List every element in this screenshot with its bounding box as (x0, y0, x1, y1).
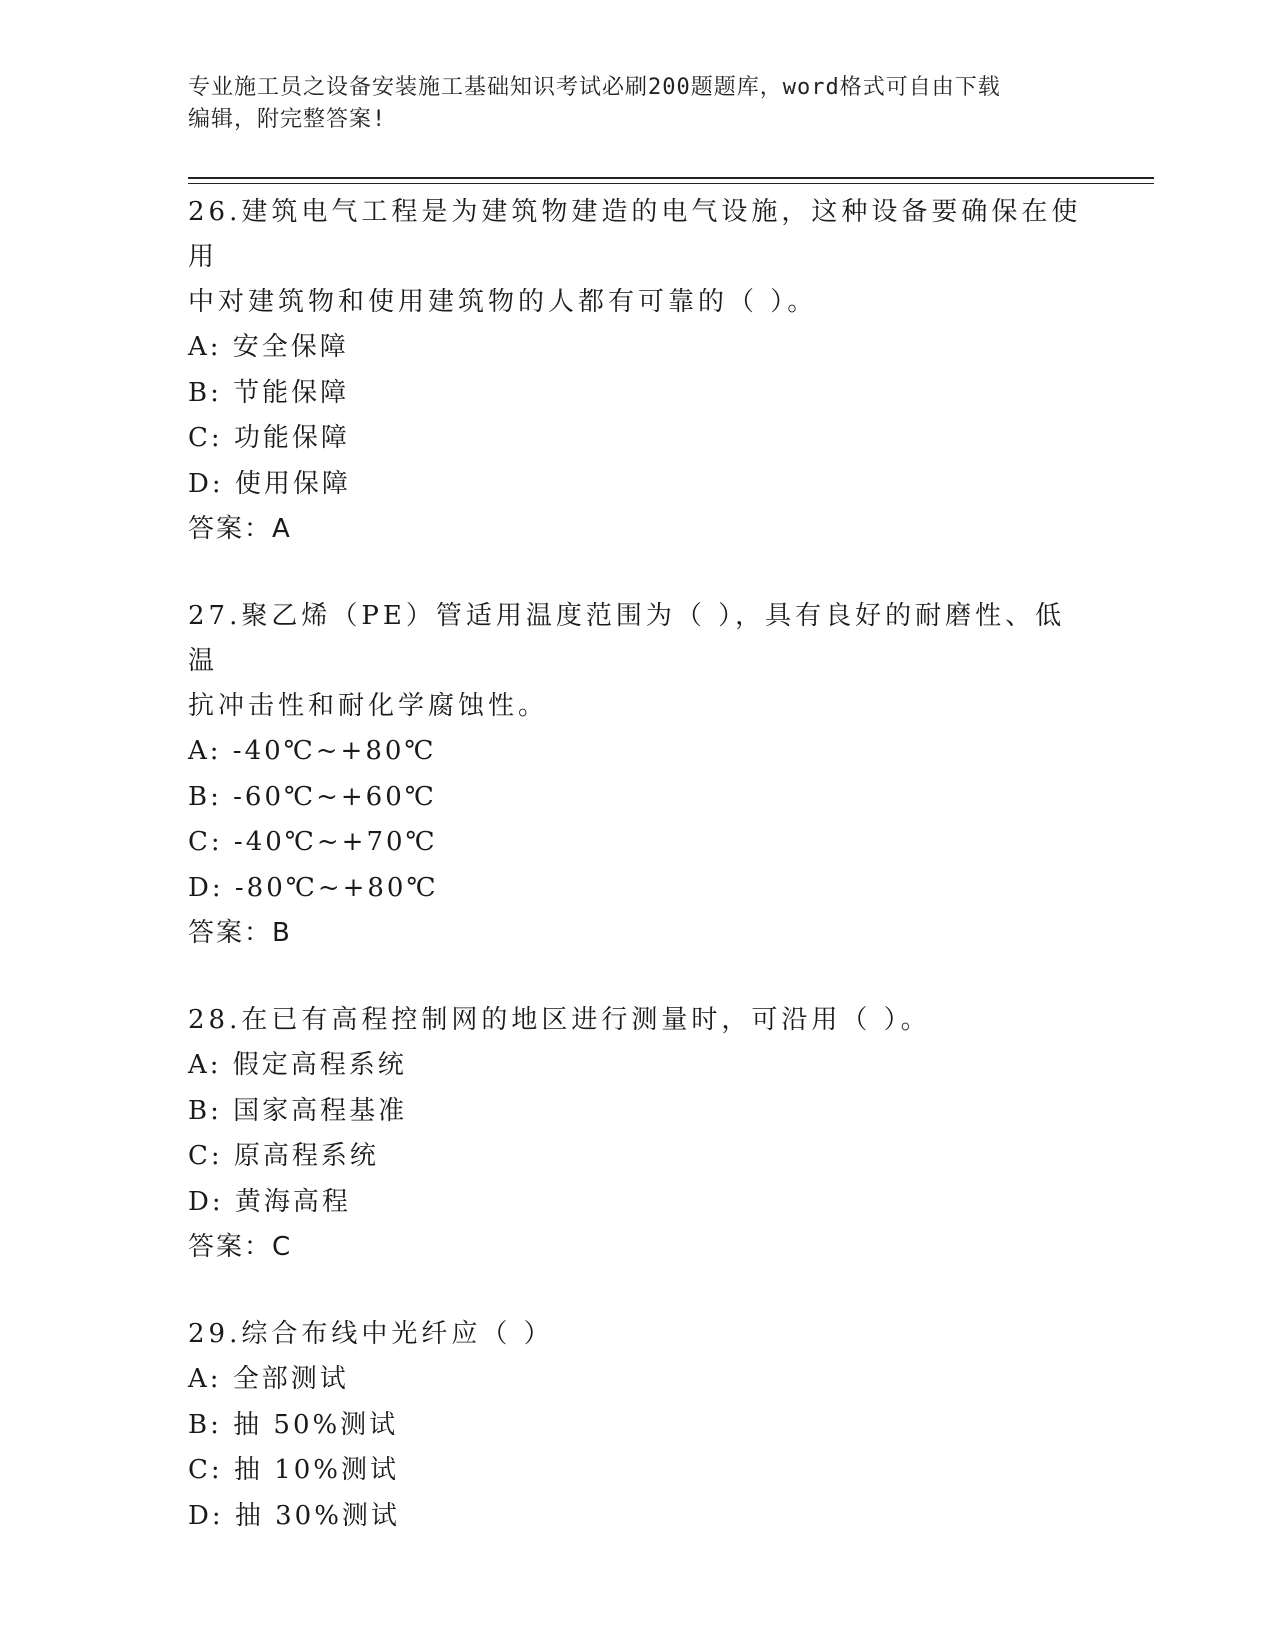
option-d: D: 使用保障 (188, 468, 351, 499)
question-stem: 26.建筑电气工程是为建筑物建造的电气设施，这种设备要确保在使用 (188, 197, 1082, 272)
option-b: B: -60℃~+60℃ (188, 781, 437, 812)
option-a: A: -40℃~+80℃ (188, 736, 437, 766)
header-line-2: 编辑，附完整答案! (188, 107, 387, 132)
header-line-1: 专业施工员之设备安装施工基础知识考试必刷200题题库，word格式可自由下载 (188, 75, 1001, 100)
question-stem: 29.综合布线中光纤应（ ） (188, 1319, 554, 1349)
option-c: C: -40℃~+70℃ (188, 827, 438, 857)
document-header (188, 72, 1088, 136)
option-a: A: 假定高程系统 (188, 1050, 407, 1080)
answer-line: 答案：A (188, 514, 292, 544)
option-c: C: 功能保障 (188, 423, 350, 453)
question-27 (188, 594, 1088, 956)
option-d: D: 抽 30%测试 (188, 1500, 400, 1531)
option-c: C: 抽 10%测试 (188, 1455, 399, 1485)
header-divider-thick (188, 177, 1154, 179)
question-stem: 抗冲击性和耐化学腐蚀性。 (188, 691, 549, 721)
option-b: B: 抽 50%测试 (188, 1409, 399, 1440)
question-28 (188, 998, 1088, 1270)
option-c: C: 原高程系统 (188, 1141, 379, 1171)
option-b: B: 节能保障 (188, 377, 350, 408)
question-stem: 28.在已有高程控制网的地区进行测量时，可沿用（ ）。 (188, 1005, 931, 1035)
option-a: A: 全部测试 (188, 1364, 349, 1394)
option-d: D: 黄海高程 (188, 1186, 351, 1217)
option-d: D: -80℃~+80℃ (188, 872, 439, 903)
question-list (188, 190, 1088, 1539)
question-29 (188, 1312, 1088, 1539)
option-b: B: 国家高程基准 (188, 1095, 408, 1126)
answer-line: 答案：B (188, 918, 292, 948)
option-a: A: 安全保障 (188, 332, 349, 362)
question-stem: 27.聚乙烯（PE）管适用温度范围为（ ），具有良好的耐磨性、低温 (188, 601, 1066, 676)
question-26 (188, 190, 1088, 552)
question-stem: 中对建筑物和使用建筑物的人都有可靠的（ ）。 (188, 287, 818, 317)
header-divider-thin (188, 183, 1154, 184)
answer-line: 答案：C (188, 1232, 293, 1262)
